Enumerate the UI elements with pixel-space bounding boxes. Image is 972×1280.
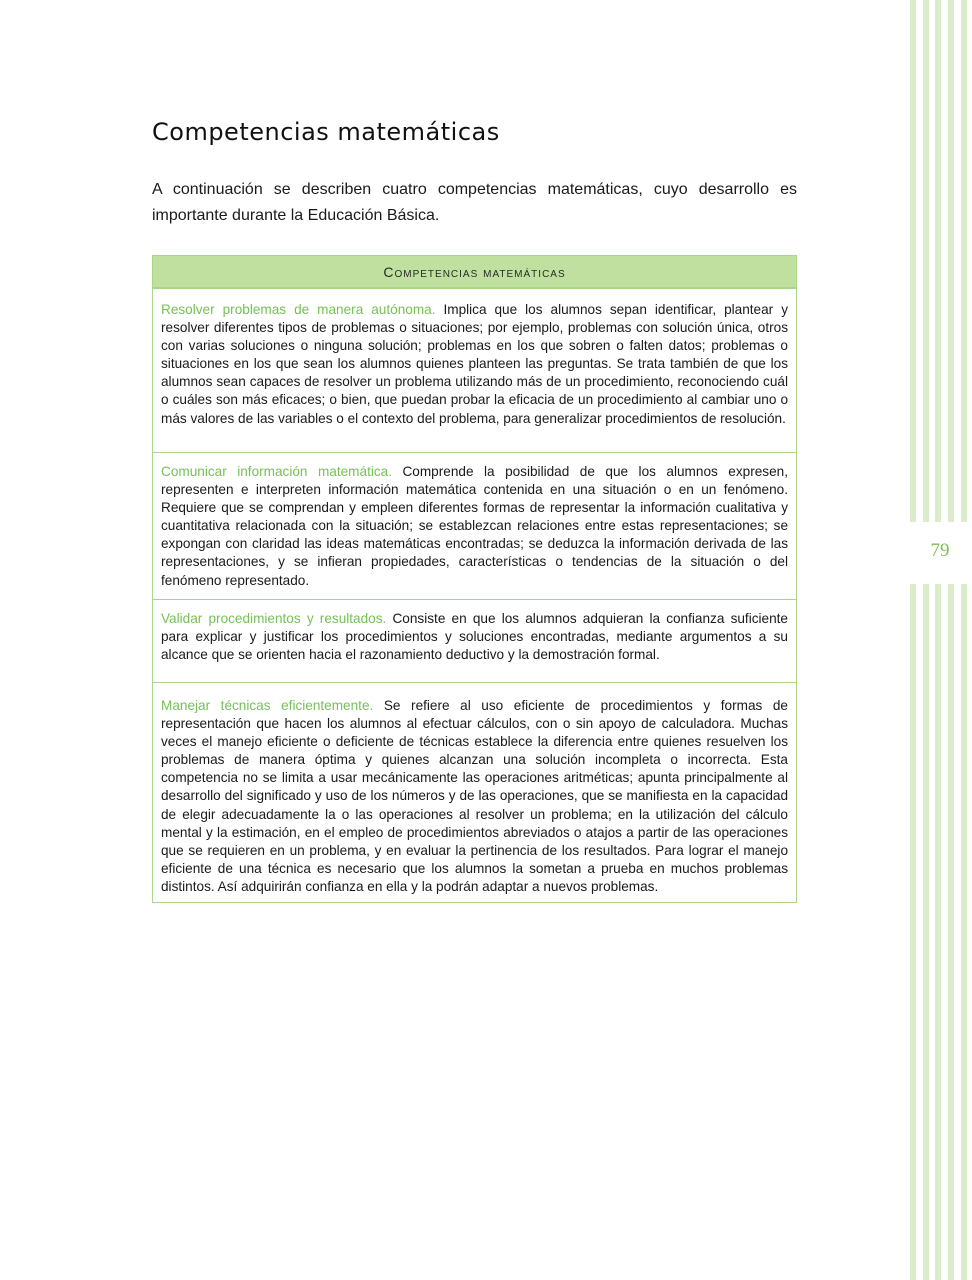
table-header xyxy=(153,256,796,288)
competency-description: Implica que los alumnos sepan identificar, plantear y resolver diferentes tipos de problemas o situaciones; por ejemplo, problemas con solución única, otros con varias soluciones o ninguna solución; problemas en los que sobren o falten datos; problemas o situaciones en los que sean los alumnos quienes planteen las preguntas. Se trata también de que los alumnos sean capaces de resolver un problema utilizando más de un procedimiento, reconociendo cuál o cuáles son más eficaces; o bien, que puedan probar la eficacia de un procedimiento al cambiar uno o más valores de las variables o el contexto del problema, para generalizar procedimientos de resolución. xyxy=(161,302,788,426)
competencies-table xyxy=(152,255,797,903)
stripe xyxy=(935,0,941,1280)
intro-paragraph: A continuación se describen cuatro competencias matemáticas, cuyo desarrollo es importante durante la Educación Básica. xyxy=(152,181,797,224)
stripe xyxy=(923,0,929,1280)
competency-term: Comunicar información matemática. xyxy=(161,464,392,479)
competency-description: Consiste en que los alumnos adquieran la confianza suficiente para explicar y justificar los procedimientos y soluciones encontradas, mediante argumentos a su alcance que se orienten hacia el razonamiento deductivo y la demostración formal. xyxy=(161,611,788,663)
stripe xyxy=(948,0,954,1280)
competency-term: Manejar técnicas eficientemente. xyxy=(161,698,374,713)
table-row xyxy=(153,599,796,682)
competency-description: Comprende la posibilidad de que los alumnos expresen, representen e interpreten información matemática contenida en una situación o en un fenómeno. Requiere que se comprendan y empleen diferentes formas de representar la información cualitativa y cuantitativa relacionada con la situación; se establezcan relaciones entre estas representaciones; se expongan con claridad las ideas matemáticas encontradas; se deduzca la información derivada de las representaciones, y se infieran propiedades, características o tendencias de la situación o del fenómeno representado. xyxy=(161,464,788,588)
table-row xyxy=(153,682,796,902)
competency-term: Validar procedimientos y resultados. xyxy=(161,611,387,626)
stripe xyxy=(910,0,916,1280)
page-number: 79 xyxy=(930,540,950,561)
page-title: Competencias matemáticas xyxy=(152,118,500,146)
stripe xyxy=(961,0,967,1280)
table-row xyxy=(153,288,796,452)
decorative-side-stripes xyxy=(910,0,972,1280)
table-row xyxy=(153,452,796,599)
table-header-label: Competencias matemáticas xyxy=(383,263,566,280)
competency-term: Resolver problemas de manera autónoma. xyxy=(161,302,436,317)
competency-description: Se refiere al uso eficiente de procedimientos y formas de representación que hacen los alumnos al efectuar cálculos, con o sin apoyo de calculadora. Muchas veces el manejo eficiente o deficiente de técnicas establece la diferencia entre quienes resuelven los problemas de manera óptima y quienes alcanzan una solución incompleta o incorrecta. Esta competencia no se limita a usar mecánicamente las operaciones aritméticas; apunta principalmente al desarrollo del significado y uso de los números y de las operaciones, que se manifiesta en la capacidad de elegir adecuadamente la o las operaciones al resolver un problema; en la utilización del cálculo mental y la estimación, en el empleo de procedimientos abreviados o atajos a partir de las operaciones que se requieren en un problema, y en evaluar la pertinencia de los resultados. Para lograr el manejo eficiente de una técnica es necesario que los alumnos la sometan a prueba en muchos problemas distintos. Así adquirirán confianza en ella y la podrán adaptar a nuevos problemas. xyxy=(161,698,788,894)
